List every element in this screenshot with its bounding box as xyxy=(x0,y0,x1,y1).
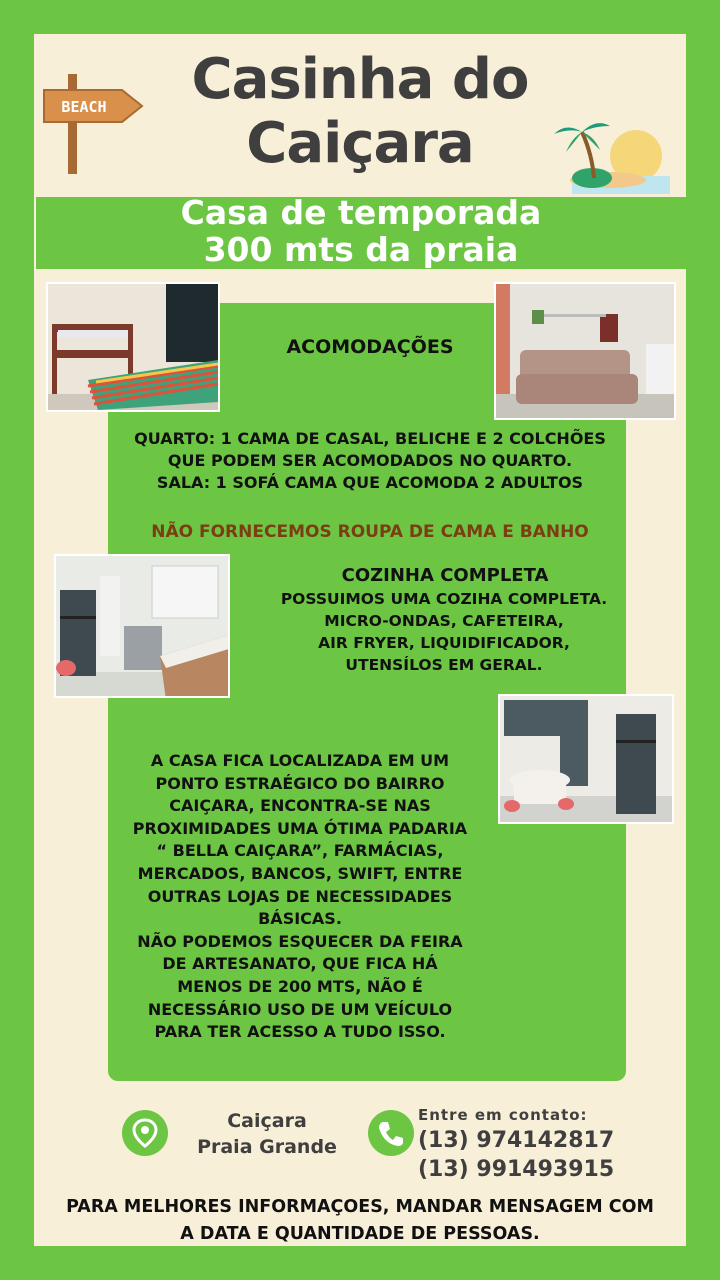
dining-photo xyxy=(498,694,674,824)
subtitle xyxy=(36,194,686,268)
kitchen-line-3: AIR FRYER, LIQUIDIFICADOR, xyxy=(318,634,570,652)
palm-tree-icon xyxy=(552,118,672,196)
location-line: NÃO PODEMOS ESQUECER DA FEIRA xyxy=(137,931,463,951)
kitchen-photo xyxy=(54,554,230,698)
subtitle-line-2: 300 mts da praia xyxy=(203,230,519,269)
title-line-1: Casinha do xyxy=(191,47,529,112)
accommodations-heading: ACOMODAÇÕES xyxy=(286,336,454,358)
location-line: OUTRAS LOJAS DE NECESSIDADES xyxy=(147,886,453,906)
location-line: BÁSICAS. xyxy=(258,909,342,929)
location-line: CAIÇARA, ENCONTRA-SE NAS xyxy=(169,796,431,816)
phone-icon xyxy=(368,1110,414,1156)
bedroom-photo xyxy=(46,282,220,412)
footer-note xyxy=(34,1194,686,1248)
page-title xyxy=(150,48,570,176)
kitchen-line-1: POSSUIMOS UMA COZIHA COMPLETA. xyxy=(280,590,608,608)
location-line: MENOS DE 200 MTS, NÃO É xyxy=(177,976,423,996)
phone-number-2[interactable]: (13) 991493915 xyxy=(418,1157,615,1182)
kitchen-line-2: MICRO-ONDAS, CAFETEIRA, xyxy=(324,612,564,630)
kitchen-description xyxy=(264,588,624,676)
location-line: “ BELLA CAIÇARA”, FARMÁCIAS, xyxy=(156,841,444,861)
footer-line-2: A DATA E QUANTIDADE DE PESSOAS. xyxy=(180,1224,540,1244)
location-line: MERCADOS, BANCOS, SWIFT, ENTRE xyxy=(137,863,463,883)
accommodations-line-2: QUE PODEM SER ACOMODADOS NO QUARTO. xyxy=(167,451,573,470)
kitchen-line-4: UTENSÍLOS EM GERAL. xyxy=(345,656,543,674)
phone-number-1[interactable]: (13) 974142817 xyxy=(418,1128,615,1153)
location-line: PROXIMIDADES UMA ÓTIMA PADARIA xyxy=(132,818,468,838)
location-description xyxy=(110,750,490,1044)
footer-line-1: PARA MELHORES INFORMAÇOES, MANDAR MENSAGEM COM xyxy=(66,1197,654,1217)
location-line: DE ARTESANATO, QUE FICA HÁ xyxy=(162,954,438,974)
accommodations-description xyxy=(100,428,640,494)
location-pin-icon xyxy=(122,1110,168,1156)
beach-sign-text: BEACH xyxy=(61,98,107,116)
accommodations-line-1: QUARTO: 1 CAMA DE CASAL, BELICHE E 2 COLCHÕES xyxy=(134,429,606,448)
accommodations-line-3: SALA: 1 SOFÁ CAMA QUE ACOMODA 2 ADULTOS xyxy=(156,473,584,492)
contact-label: Entre em contato: xyxy=(418,1106,588,1124)
location-line: PONTO ESTRAÉGICO DO BAIRRO xyxy=(155,773,445,793)
location-line: NECESSÁRIO USO DE UM VEÍCULO xyxy=(147,999,453,1019)
kitchen-heading: COZINHA COMPLETA xyxy=(341,565,549,586)
living-room-photo xyxy=(494,282,676,420)
location-region: Praia Grande xyxy=(197,1136,337,1158)
location-city: Caiçara xyxy=(227,1110,307,1132)
location-line: PARA TER ACESSO A TUDO ISSO. xyxy=(154,1022,446,1042)
subtitle-line-1: Casa de temporada xyxy=(180,193,542,232)
location-line: A CASA FICA LOCALIZADA EM UM xyxy=(150,751,450,770)
bedding-notice: NÃO FORNECEMOS ROUPA DE CAMA E BANHO xyxy=(151,522,589,542)
beach-sign-icon xyxy=(40,70,150,180)
location-label xyxy=(192,1108,342,1160)
title-line-2: Caiçara xyxy=(246,111,474,176)
